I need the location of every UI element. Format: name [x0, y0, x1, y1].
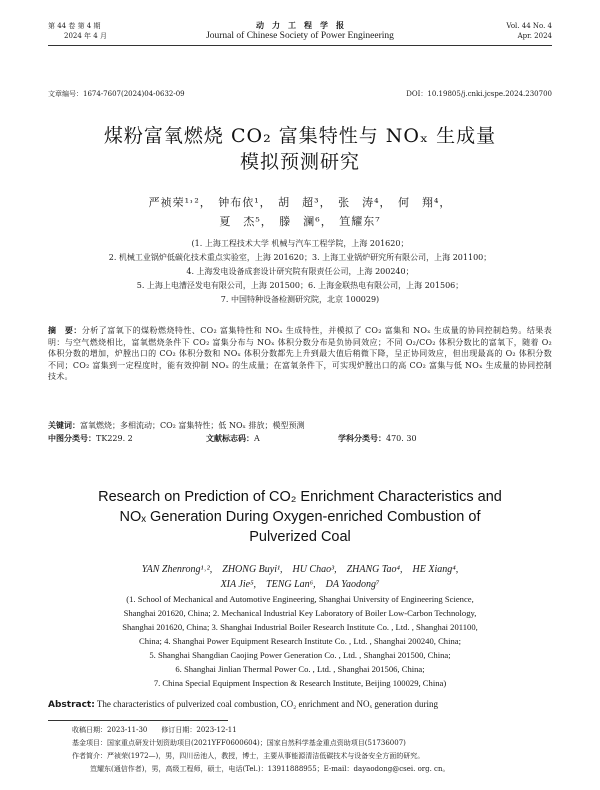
subject-label: 学科分类号：	[338, 433, 386, 443]
keywords-zh-label: 关键词：	[48, 420, 80, 430]
keywords-zh-text: 富氧燃烧；多相流动；CO₂ 富集特性；低 NOₓ 排放；模型预测	[80, 421, 305, 430]
clc-label: 中图分类号：	[48, 433, 96, 443]
header-volume-zh: 第 44 卷 第 4 期	[48, 22, 101, 30]
footnote-received: 收稿日期：2023-11-30 修订日期：2023-12-11	[72, 726, 237, 734]
header-volume-en: Vol. 44 No. 4	[506, 22, 552, 30]
header-date-zh: 2024 年 4 月	[64, 32, 107, 40]
title-en-line1: Research on Prediction of CO₂ Enrichment Characteristics and	[98, 489, 502, 505]
title-zh-line1: 煤粉富氧燃烧 CO₂ 富集特性与 NOₓ 生成量	[103, 125, 497, 147]
clc-number	[48, 433, 133, 444]
authors-zh-line2: 夏 杰⁵， 滕 澜⁶， 笪耀东⁷	[219, 215, 381, 228]
subject-code	[338, 433, 417, 444]
affiliation-en-3: Shanghai 201620, China; 3. Shanghai Industrial Boiler Research Institute Co. , Ltd. , Shanghai 201100,	[122, 622, 478, 632]
affiliation-zh-2: 2. 机械工业锅炉低碳化技术重点实验室，上海 201620；3. 上海工业锅炉研究所有限公司，上海 201100；	[108, 253, 492, 262]
doi: DOI：10.19805/j.cnki.jcspe.2024.230700	[406, 90, 552, 98]
affiliation-zh-1: (1. 上海工程技术大学 机械与汽车工程学院，上海 201620；	[191, 239, 409, 248]
title-zh-line2: 模拟预测研究	[239, 151, 360, 173]
abstract-en-label: Abstract:	[48, 700, 95, 710]
doc-label: 文献标志码：	[206, 433, 254, 443]
abstract-zh	[48, 325, 552, 383]
affiliation-en-1: (1. School of Mechanical and Automotive Engineering, Shanghai University of Engineering Science,	[126, 594, 474, 604]
doc-code	[206, 433, 260, 444]
footnote-author-bio: 作者简介：严祯荣(1972—)，男，四川岳池人，教授，博士，主要从事能源清洁低碳技术与设备安全方面的研究。	[72, 752, 425, 760]
affiliation-en-2: Shanghai 201620, China; 2. Mechanical Industrial Key Laboratory of Boiler Low-Carbon Technology,	[123, 608, 477, 618]
header-journal-en: Journal of Chinese Society of Power Engineering	[206, 31, 394, 41]
title-en-line2: NOₓ Generation During Oxygen-enriched Combustion of	[119, 509, 481, 525]
keywords-zh	[48, 420, 304, 431]
header-date-en: Apr. 2024	[517, 32, 552, 40]
subject-value: 470. 30	[386, 434, 417, 443]
header-journal-zh: 动 力 工 程 学 报	[256, 20, 344, 30]
clc-value: TK229. 2	[96, 434, 133, 443]
affiliation-en-6: 6. Shanghai Jinlian Thermal Power Co. , Ltd. , Shanghai 201506, China;	[175, 664, 425, 674]
article-number: 文章编号：1674-7607(2024)04-0632-09	[48, 90, 185, 98]
title-en-line3: Pulverized Coal	[249, 529, 351, 545]
abstract-zh-text: 分析了富氧下的煤粉燃烧特性、CO₂ 富集特性和 NOₓ 生成特性，并模拟了 CO₂ 富集和 NOₓ 生成量的协同控制趋势。结果表明：与空气燃烧相比，富氧燃烧条件下 CO₂ 富集分布与 NOₓ 体积分数分布是负协同效应；不同 O₂/CO₂ 体积分数比的富氧下，随着 O₂ 体积分数的增加，炉膛出口的 CO₂ 体积分数和 NOₓ 体积分数都先上升到最大值后稍微下降，呈正协同效应，但出现最高的 O₂ 体积分数不同；CO₂ 富集到一定程度时，能有效抑制 NOₓ 的生成量；在富氧条件下，可实现炉膛出口的高 CO₂ 富集与低 NOₓ 生成量的协同控制技术。	[48, 326, 553, 382]
abstract-en	[48, 699, 438, 710]
abstract-en-text: The characteristics of pulverized coal combustion, CO₂ enrichment and NOₓ generation during	[96, 699, 439, 709]
authors-en-line1: YAN Zhenrong¹˒², ZHONG Buyi¹, HU Chao³, ZHANG Tao⁴, HE Xiang⁴,	[141, 564, 459, 575]
header-rule	[48, 45, 552, 46]
affiliation-zh-5: 7. 中国特种设备检测研究院，北京 100029)	[220, 295, 380, 304]
doc-value: A	[254, 434, 260, 443]
footnote-corresponding: 笪耀东(通信作者)，男，高级工程师，硕士，电话(Tel.)：13911888955；E-mail：dayaodong@csei. org. cn。	[90, 765, 450, 773]
affiliation-en-5: 5. Shanghai Shangdian Caojing Power Generation Co. , Ltd. , Shanghai 201500, China;	[149, 650, 451, 660]
affiliation-en-7: 7. China Special Equipment Inspection & Research Institute, Beijing 100029, China)	[153, 678, 447, 688]
footnote-rule	[48, 720, 228, 721]
affiliation-zh-4: 5. 上海上电漕泾发电有限公司，上海 201500；6. 上海金联热电有限公司，上海 201506；	[136, 281, 464, 290]
authors-en-line2: XIA Jie⁵, TENG Lan⁶, DA Yaodong⁷	[220, 579, 380, 590]
footnote-funding: 基金项目：国家重点研发计划资助项目(2021YFF0600604)；国家自然科学基金重点资助项目(51736007)	[72, 739, 406, 747]
authors-zh-line1: 严祯荣¹˒²， 钟布依¹， 胡 超³， 张 涛⁴， 何 翔⁴，	[148, 196, 452, 209]
affiliation-en-4: China; 4. Shanghai Power Equipment Research Institute Co. , Ltd. , Shanghai 200240, China;	[139, 636, 461, 646]
affiliation-zh-3: 4. 上海发电设备成套设计研究院有限责任公司，上海 200240；	[186, 267, 414, 276]
abstract-zh-label: 摘 要：	[48, 325, 82, 335]
